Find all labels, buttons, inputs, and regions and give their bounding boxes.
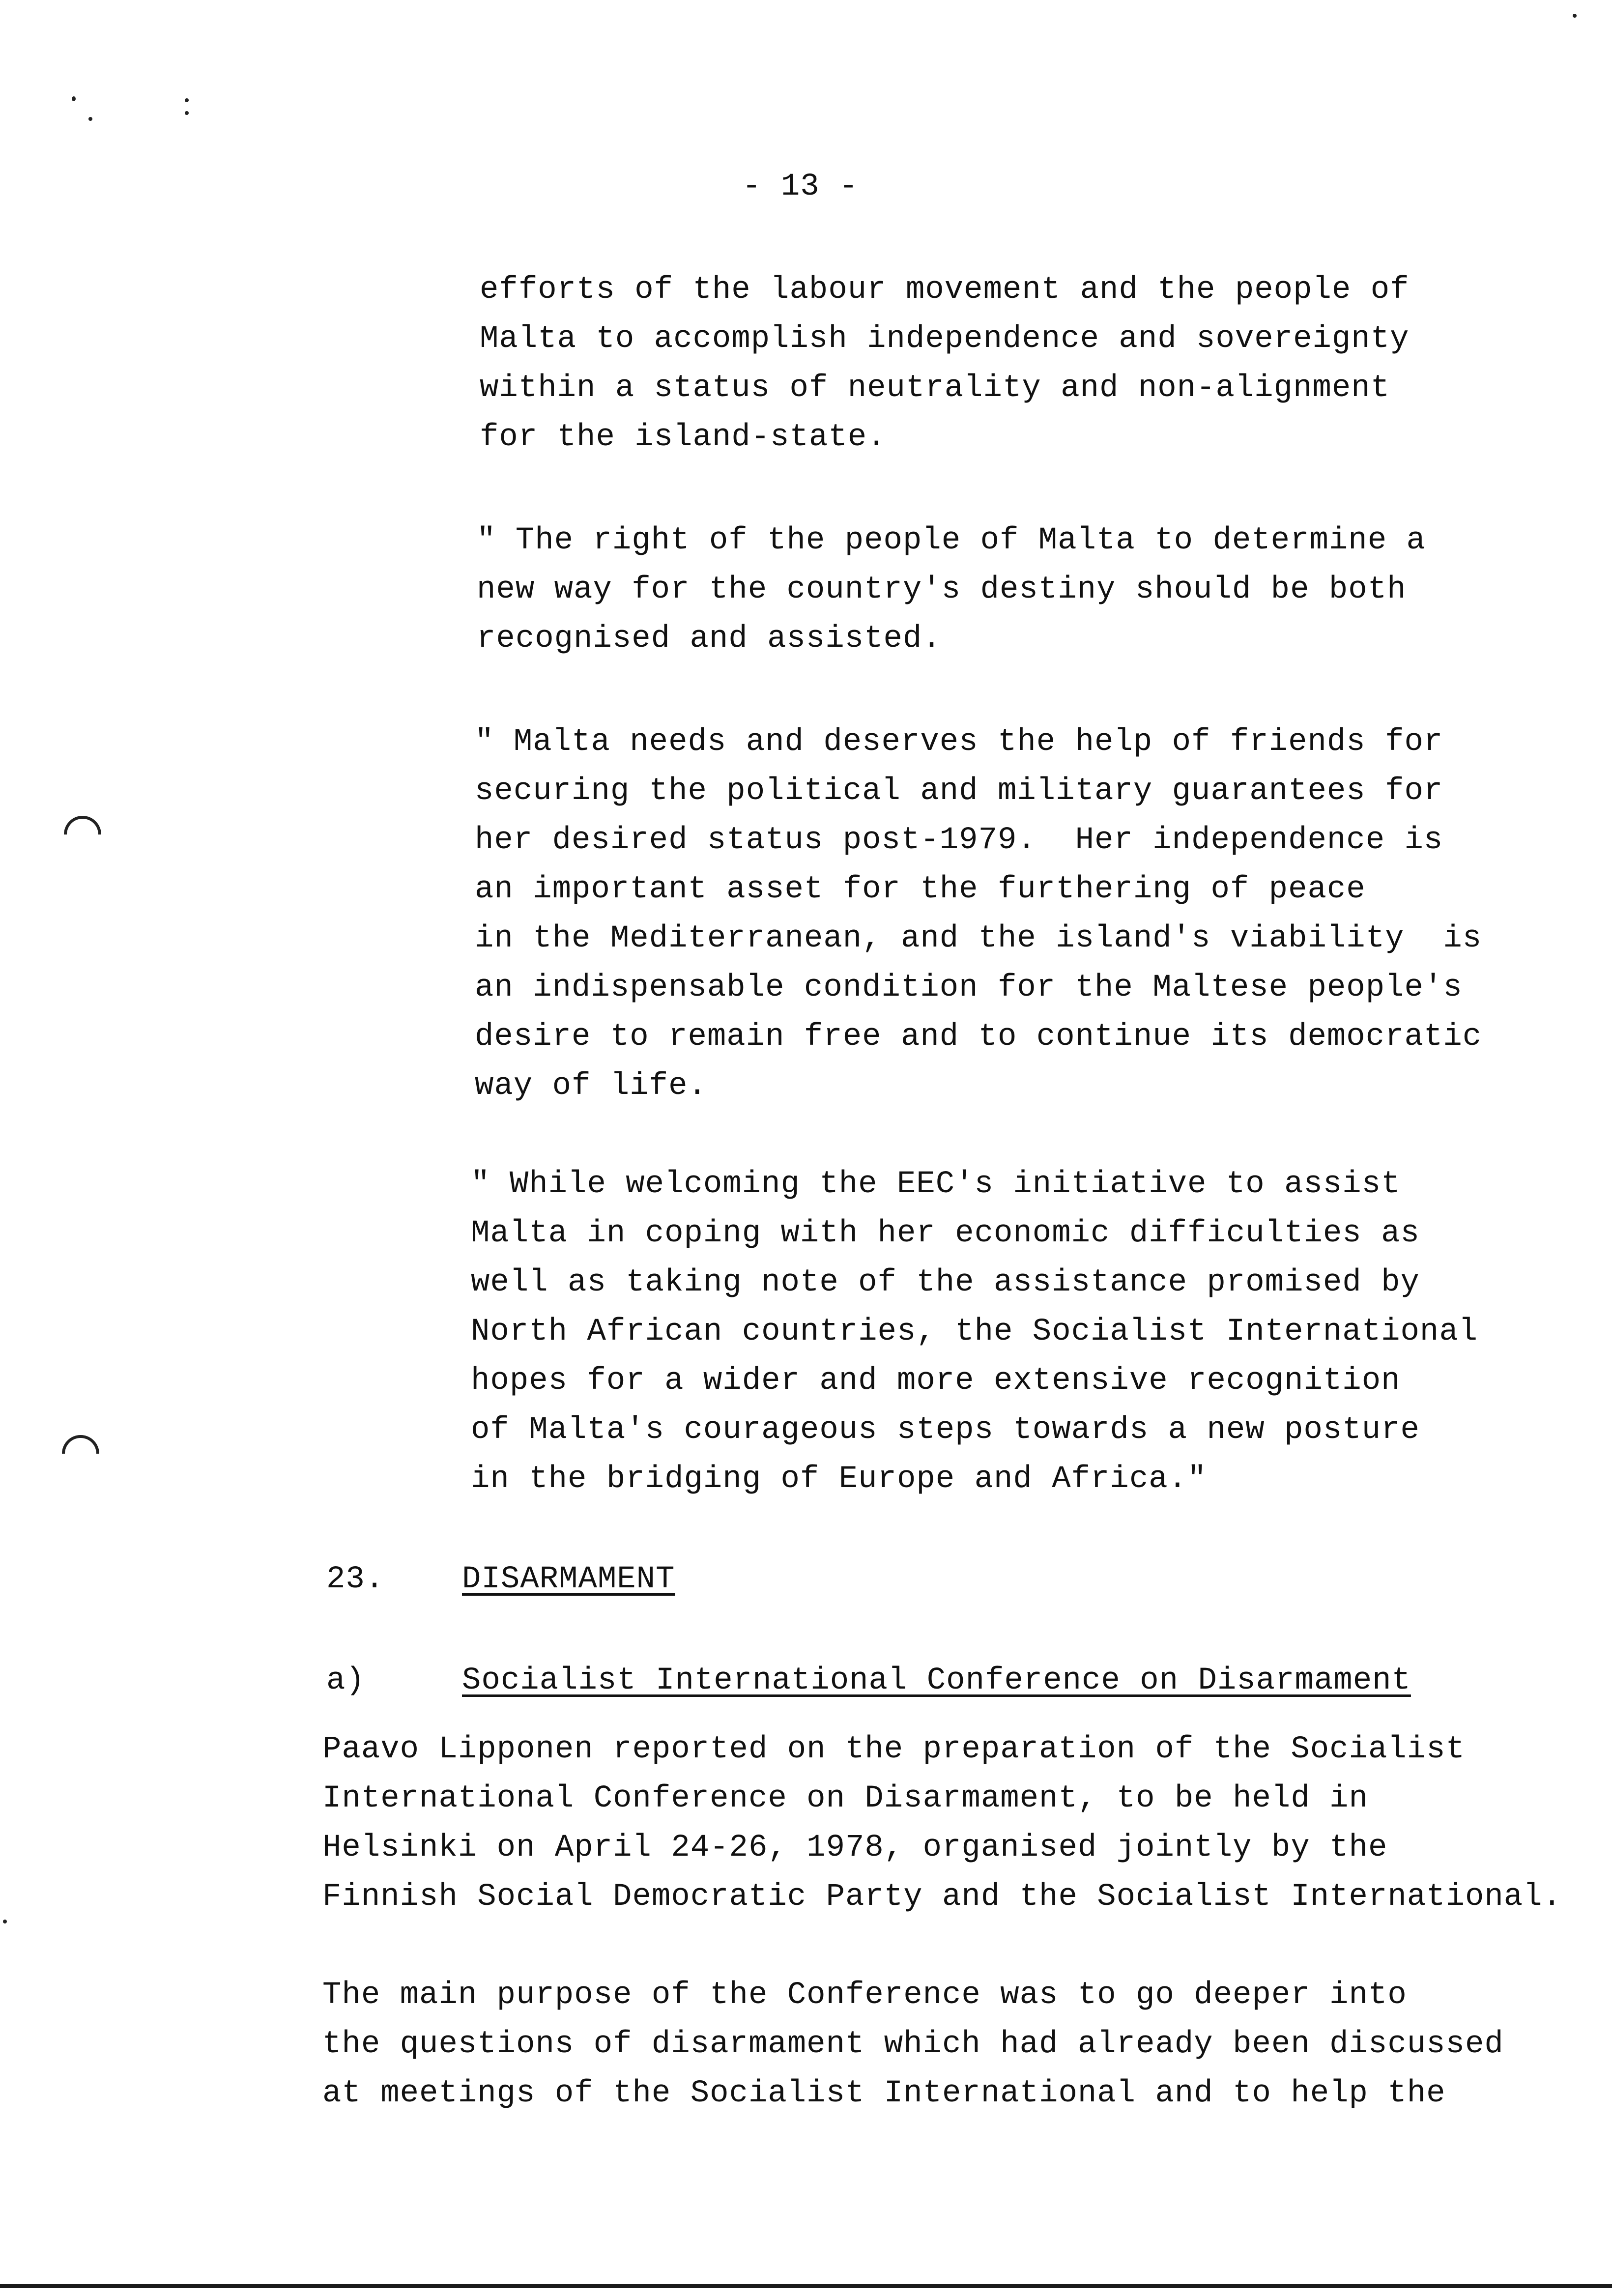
text-line: new way for the country's destiny should be both: [477, 572, 1407, 607]
text-line: securing the political and military guarantees for: [475, 774, 1443, 809]
scan-speck: [3, 1920, 7, 1923]
text-line: Finnish Social Democratic Party and the Socialist International.: [322, 1879, 1562, 1915]
section-title: DISARMAMENT: [462, 1562, 675, 1597]
subsection-title: Socialist International Conference on Disarmament: [462, 1663, 1411, 1698]
text-line: efforts of the labour movement and the people of: [480, 272, 1410, 308]
scan-speck: [185, 98, 189, 102]
text-line: Malta in coping with her economic difficulties as: [471, 1216, 1420, 1251]
paragraph-6: [322, 1971, 1504, 2118]
punch-hole-mark: [56, 808, 109, 861]
text-line: way of life.: [475, 1068, 707, 1104]
text-line: recognised and assisted.: [477, 621, 942, 657]
text-line: in the bridging of Europe and Africa.": [471, 1462, 1207, 1497]
text-line: an indispensable condition for the Maltese people's: [475, 970, 1463, 1005]
text-line: the questions of disarmament which had already been discussed: [322, 2027, 1504, 2062]
scan-speck: [185, 111, 189, 115]
text-line: North African countries, the Socialist International: [471, 1314, 1478, 1349]
scan-speck: [1573, 14, 1577, 18]
text-line: Malta to accomplish independence and sovereignty: [480, 321, 1410, 357]
scan-speck: [72, 96, 76, 101]
text-line: " The right of the people of Malta to determine a: [477, 523, 1426, 558]
text-line: hopes for a wider and more extensive recognition: [471, 1363, 1401, 1399]
text-line: at meetings of the Socialist International and to help the: [322, 2076, 1446, 2111]
text-line: International Conference on Disarmament, to be held in: [322, 1781, 1368, 1816]
section-number: 23.: [326, 1562, 385, 1597]
page-number: - 13 -: [742, 169, 859, 204]
paragraph-3: [475, 718, 1482, 1111]
scan-speck: [88, 117, 92, 121]
text-line: for the island-state.: [480, 420, 887, 455]
text-line: well as taking note of the assistance promised by: [471, 1265, 1420, 1300]
text-line: The main purpose of the Conference was to go deeper into: [322, 1978, 1407, 2013]
paragraph-5: [322, 1725, 1562, 1922]
paragraph-4: [471, 1160, 1478, 1504]
subsection-label: a): [326, 1663, 365, 1698]
text-line: Paavo Lipponen reported on the preparation of the Socialist: [322, 1732, 1465, 1767]
text-line: in the Mediterranean, and the island's viability is: [475, 921, 1482, 956]
text-line: Helsinki on April 24-26, 1978, organised jointly by the: [322, 1830, 1388, 1866]
paragraph-1: [480, 265, 1410, 462]
text-line: " While welcoming the EEC's initiative to assist: [471, 1167, 1401, 1202]
text-line: within a status of neutrality and non-alignment: [480, 371, 1390, 406]
text-line: of Malta's courageous steps towards a new posture: [471, 1412, 1420, 1448]
page-bottom-rule: [0, 2284, 1612, 2288]
text-line: " Malta needs and deserves the help of friends for: [475, 724, 1443, 760]
text-line: her desired status post-1979. Her independence is: [475, 823, 1443, 858]
text-line: an important asset for the furthering of peace: [475, 872, 1366, 907]
punch-hole-mark: [54, 1427, 107, 1480]
text-line: desire to remain free and to continue its democratic: [475, 1019, 1482, 1055]
paragraph-2: [477, 516, 1426, 663]
